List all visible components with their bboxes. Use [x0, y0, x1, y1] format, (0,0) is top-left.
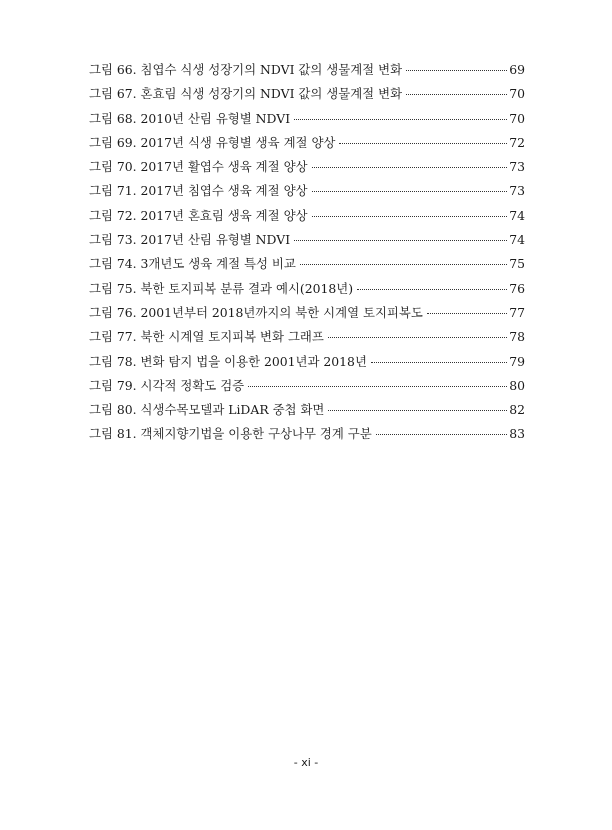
toc-entry-label: 그림 78. 변화 탐지 법을 이용한 2001년과 2018년 — [89, 353, 367, 369]
dot-leader — [371, 362, 507, 363]
toc-entry[interactable] — [89, 400, 525, 424]
toc-entry[interactable] — [89, 157, 525, 181]
toc-entry-page: 77 — [509, 304, 525, 320]
toc-entry-page: 82 — [509, 402, 525, 418]
dot-leader — [406, 94, 507, 95]
toc-entry-label: 그림 71. 2017년 침엽수 생육 계절 양상 — [89, 183, 308, 199]
dot-leader — [248, 386, 507, 387]
toc-entry[interactable] — [89, 133, 525, 157]
toc-entry-page: 76 — [509, 280, 525, 296]
toc-entry[interactable] — [89, 60, 525, 84]
toc-entry-page: 78 — [509, 329, 525, 345]
toc-entry[interactable] — [89, 327, 525, 351]
toc-entry[interactable] — [89, 84, 525, 108]
toc-entry[interactable] — [89, 254, 525, 278]
page-number: - xi - — [293, 756, 319, 769]
dot-leader — [312, 216, 508, 217]
toc-entry-page: 69 — [509, 62, 525, 77]
toc-entry-page: 70 — [509, 86, 525, 102]
toc-entry-label: 그림 66. 침엽수 식생 성장기의 NDVI 값의 생물계절 변화 — [89, 62, 403, 77]
toc-entry[interactable] — [89, 376, 525, 400]
toc-entry[interactable] — [89, 181, 525, 205]
toc-entry-label: 그림 69. 2017년 식생 유형별 생육 계절 양상 — [89, 134, 336, 150]
dot-leader — [312, 191, 508, 192]
dot-leader — [294, 240, 507, 241]
toc-entry[interactable] — [89, 109, 525, 133]
toc-entry-label: 그림 73. 2017년 산림 유형별 NDVI — [89, 232, 291, 248]
toc-entry-page: 73 — [509, 159, 525, 175]
dot-leader — [357, 289, 507, 290]
toc-entry-label: 그림 81. 객체지향기법을 이용한 구상나무 경계 구분 — [89, 426, 372, 442]
toc-entry-page: 79 — [509, 353, 525, 369]
toc-entry[interactable] — [89, 279, 525, 303]
dot-leader — [328, 337, 507, 338]
toc-entry-label: 그림 68. 2010년 산림 유형별 NDVI — [89, 110, 291, 126]
toc-entry-label: 그림 74. 3개년도 생육 계절 특성 비교 — [89, 256, 296, 272]
table-of-figures — [89, 60, 525, 449]
toc-entry-label: 그림 76. 2001년부터 2018년까지의 북한 시계열 토지피복도 — [89, 304, 423, 320]
toc-entry-label: 그림 79. 시각적 정확도 검증 — [89, 377, 245, 393]
dot-leader — [328, 410, 507, 411]
dot-leader — [406, 70, 507, 71]
toc-entry[interactable] — [89, 206, 525, 230]
toc-entry[interactable] — [89, 424, 525, 448]
dot-leader — [300, 264, 507, 265]
toc-entry-page: 72 — [509, 134, 525, 150]
toc-entry-label: 그림 77. 북한 시계열 토지피복 변화 그래프 — [89, 329, 324, 345]
toc-entry-page: 75 — [509, 256, 525, 272]
dot-leader — [294, 119, 507, 120]
toc-entry-page: 70 — [509, 110, 525, 126]
toc-entry-page: 83 — [509, 426, 525, 442]
dot-leader — [312, 167, 508, 168]
toc-entry[interactable] — [89, 230, 525, 254]
toc-entry[interactable] — [89, 352, 525, 376]
toc-entry-label: 그림 80. 식생수목모델과 LiDAR 중첩 화면 — [89, 402, 325, 418]
toc-entry[interactable] — [89, 303, 525, 327]
dot-leader — [376, 434, 507, 435]
toc-entry-label: 그림 75. 북한 토지피복 분류 결과 예시(2018년) — [89, 280, 354, 296]
toc-entry-label: 그림 72. 2017년 혼효림 생육 계절 양상 — [89, 207, 308, 223]
toc-entry-label: 그림 70. 2017년 활엽수 생육 계절 양상 — [89, 159, 308, 175]
toc-entry-page: 74 — [509, 232, 525, 248]
toc-entry-label: 그림 67. 혼효림 식생 성장기의 NDVI 값의 생물계절 변화 — [89, 86, 403, 102]
dot-leader — [427, 313, 507, 314]
toc-entry-page: 73 — [509, 183, 525, 199]
toc-entry-page: 80 — [509, 377, 525, 393]
toc-entry-page: 74 — [509, 207, 525, 223]
dot-leader — [339, 143, 507, 144]
